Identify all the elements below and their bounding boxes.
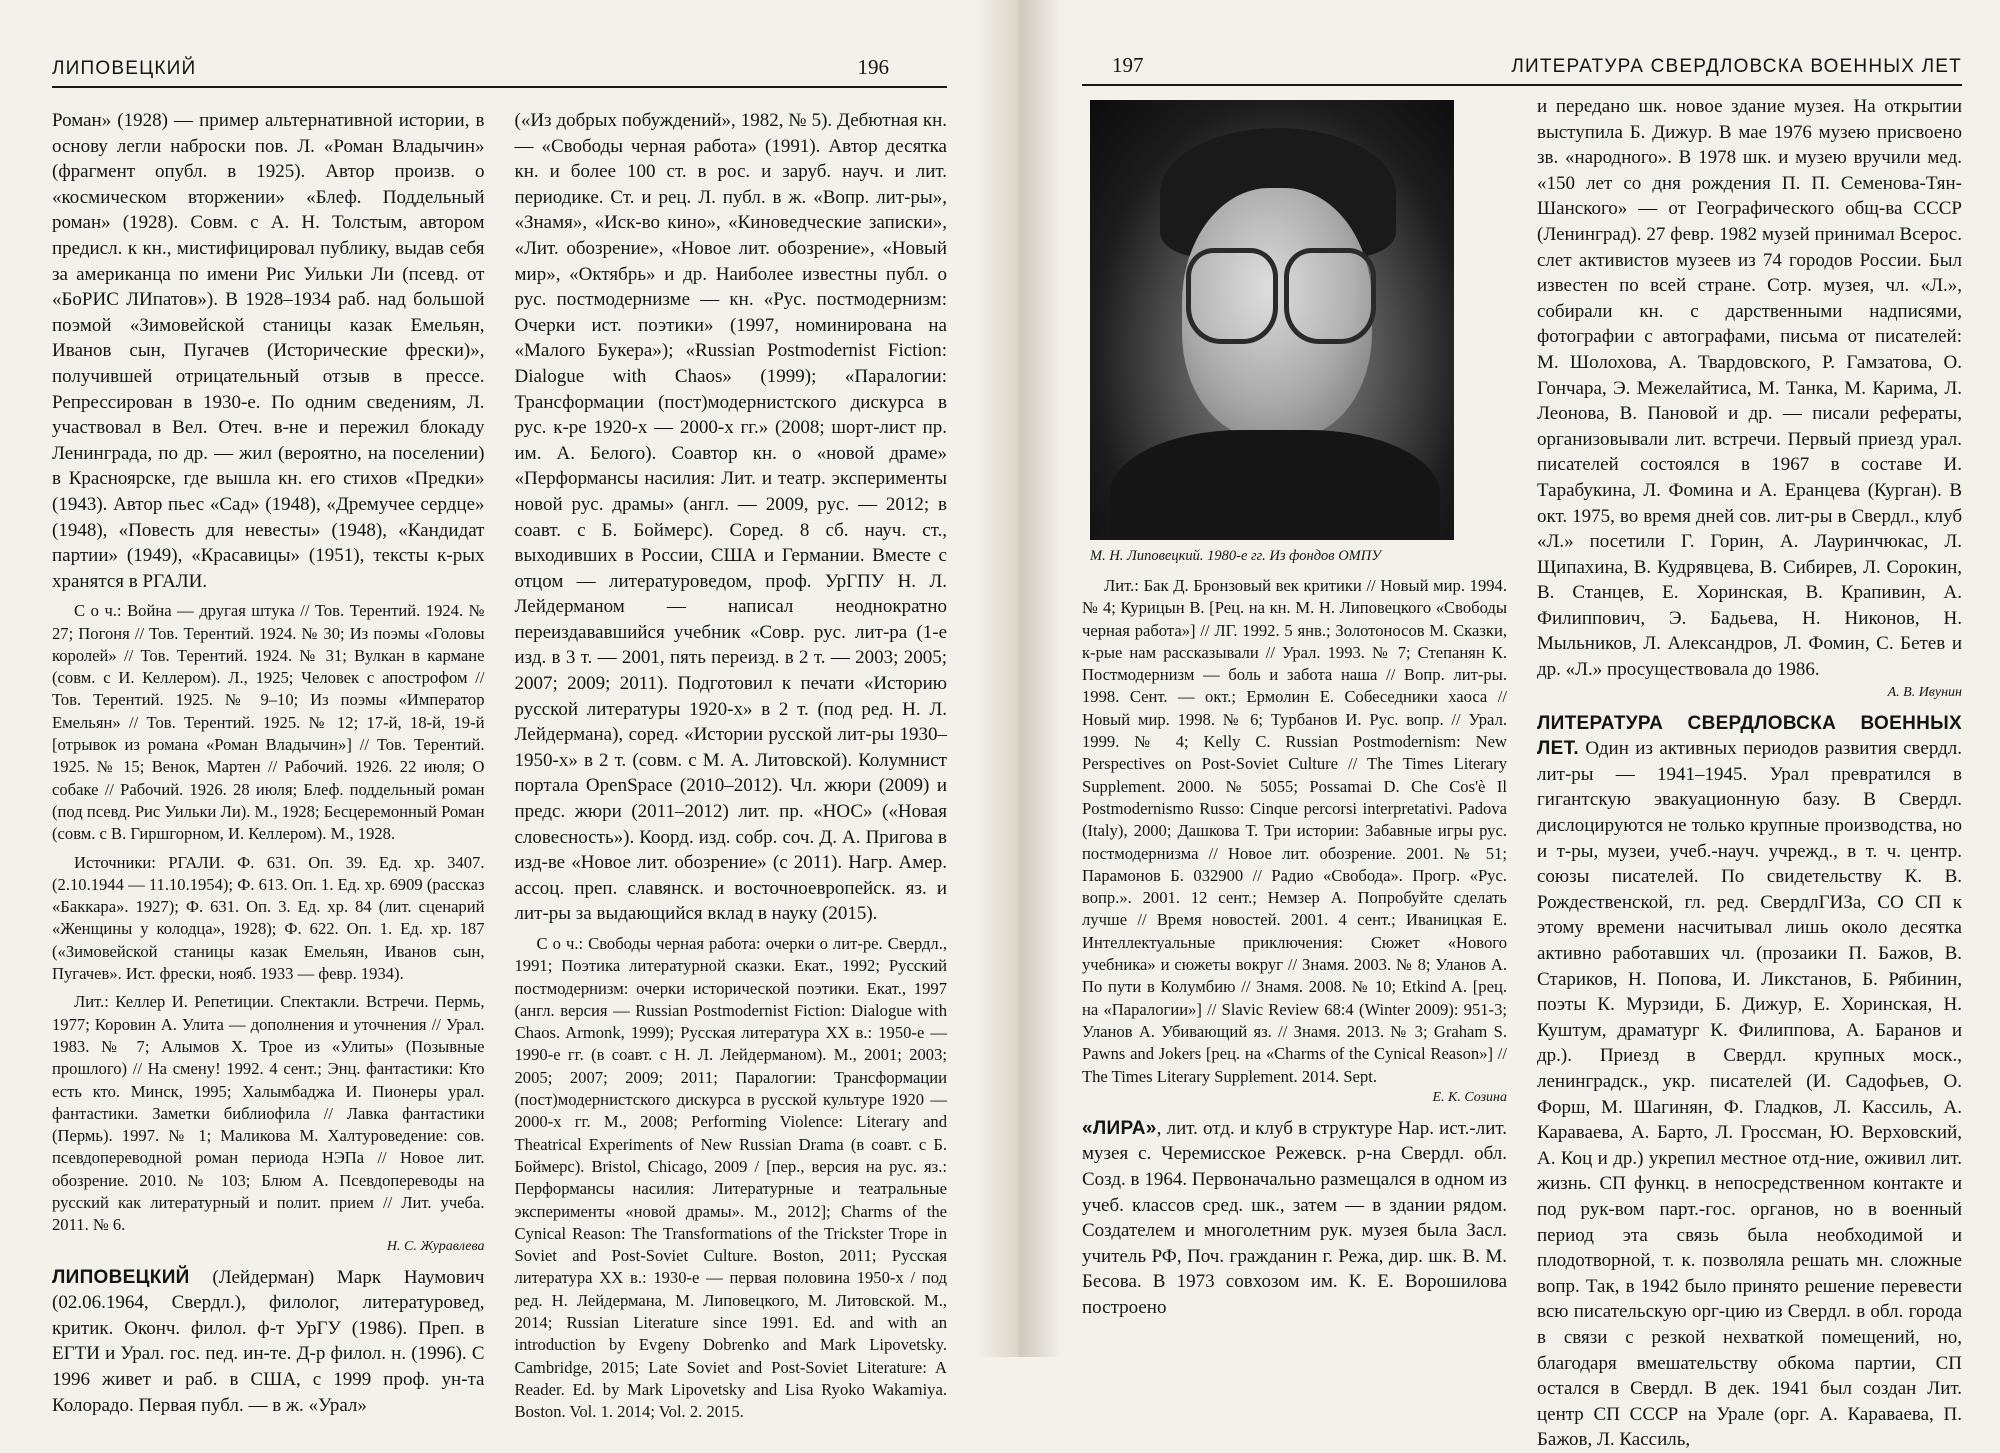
column-2	[1537, 94, 1962, 1453]
header-rule	[52, 86, 947, 88]
text-columns	[52, 108, 947, 1424]
paragraph: («Из добрых побуждений», 1982, № 5). Дебютная кн. — «Свободы черная работа» (1991). Автор десятка кн. и более 100 ст. в рос. и заруб. науч. и лит. периодике. Ст. и рец. Л. публ. в ж. «Вопр. лит-ры», «Знамя», «Иск-во кино», «Киноведческие записки», «Лит. обозрение», «Новое лит. обозрение», «Новый мир», «Октябрь» и др. Наиболее известны публ. о рус. постмодернизме — кн. «Рус. постмодернизм: Очерки ист. поэтики» (1997, номинирована на «Малого Букера»); «Russian Postmodernist Fiction: Dialogue with Chaos» (1999); «Паралогии: Трансформации (пост)модернистского дискурса в рус. к-ре 1920-х — 2000-х гг.» (2008; шорт-лист пр. им. А. Белого). Соавтор кн. о «новой драме» «Перформансы насилия: Лит. и театр. эксперименты новой рус. драмы» (англ. — 2009, рус. — 2012; в соавт. с Б. Боймерс). Соред. 8 сб. науч. ст., выходивших в России, США и Германии. Вместе с отцом — литературоведом, проф. УрГПУ Н. Л. Лейдерманом — написал неоднократно переиздававшийся учебник «Совр. рус. лит-ра (1-е изд. в 3 т. — 2001, пять переизд. в 2 т. — 2003; 2005; 2007; 2009; 2011). Подготовил к печати «Историю русской литературы 1920-х» в 2 т. (под ред. Н. Л. Лейдермана), соред. «Истории русской лит-ры 1930–1950-х» в 2 т. (совм. с М. А. Литовской). Колумнист портала OpenSpace (2010–2012). Чл. жюри (2009) и предс. жюри (2011–2012) лит. пр. «НОС» («Новая словесность»). Коорд. изд. собр. соч. Д. А. Пригова в изд-ве «Новое лит. обозрение» (с 2011). Нагр. Амер. ассоц. преп. славянск. и восточноевропейск. яз. и лит-ры за выдающийся вклад в науку (2015).	[514, 110, 947, 925]
paragraph: и передано шк. новое здание музея. На открытии выступила Б. Дижур. В мае 1976 музею присвоено зв. «народного». В 1978 шк. и музею вручили мед. «150 лет со дня рождения П. П. Семенова-Тян-Шанского» — от Географического общ-ва СССР (Ленинград). 27 февр. 1982 музей принимал Всерос. слет активистов музеев из 74 городов России. Был известен по всей стране. Сотр. музея, чл. «Л.», собирали кн. с дарственными надписями, фотографии с автографами, письма от писателей: М. Шолохова, А. Твардовского, Р. Гамзатова, О. Гончара, Э. Межелайтиса, М. Танка, М. Карима, Л. Леонова, В. Пановой и др. — писали рефераты, организовывали лит. встречи. Первый приезд урал. писателей состоялся в 1967 в составе И. Тарабукина, Л. Фомина и А. Еранцева (Курган). В окт. 1975, во время дней сов. лит-ры в Свердл., клуб «Л.» посетили Г. Горин, А. Лауринчюкас, Л. Щипахина, В. Кудрявцева, В. Сибирев, Л. Сорокин, В. Станцев, Е. Хоринская, В. Крапивин, А. Филиппович, Э. Бадьева, Н. Никонов, Н. Мыльников, Л. Александров, Л. Фомин, С. Бетев и др. «Л.» просуществовала до 1986.	[1537, 96, 1962, 681]
paragraph: Роман» (1928) — пример альтернативной истории, в основу легли наброски пов. Л. «Роман Владычин» (фрагмент опубл. в 1925). Автор произв. о «космическом вторжении» «Блеф. Поддельный роман» (1928). Совм. с А. Н. Толстым, автором предисл. к кн., мистифицировал публику, выдав себя за американца по имени Рис Уильки Ли (псевд. от «БоРИС ЛИпатов»). В 1928–1934 раб. над большой поэмой «Зимовейской станицы казак Емельян, Иванов сын, Пугачев (Исторические фрески)», получившей отрицательный отзыв в прессе. Репрессирован в 1930-е. По одним сведениям, Л. участвовал в Вел. Отеч. в-не и пережил блокаду Ленинграда, по др. — жил (вероятно, на поселении) в Красноярске, где вышла кн. его стихов «Предки» (1943). Автор пьес «Сад» (1948), «Дремучее сердце» (1948), «Повесть для невесты» (1948), «Кандидат партии» (1949), «Красавицы» (1951), тексты к-рых хранятся в РГАЛИ.	[52, 110, 485, 592]
photo-glasses-left	[1186, 248, 1278, 344]
works-list: С о ч.: Война — другая штука // Тов. Терентий. 1924. № 27; Погоня // Тов. Терентий. 1924. № 30; Из поэмы «Головы королей» // Тов. Терентий. 1924. № 31; Вулкан в кармане (совм. с И. Келлером). Л., 1925; Человек с апострофом // Тов. Терентий. 1925. № 9–10; Из поэмы «Император Емельян» // Тов. Терентий. 1925. № 12; 17-й, 18-й, 19-й [отрывок из романа «Роман Владычин»] // Тов. Терентий. 1925. № 15; Венок, Мартен // Рабочий. 1926. 22 июля; О собаке // Рабочий. 1926. 28 июля; Блеф. поддельный роман (под псевд. Рис Уильки Ли). М., 1928; Бесцеремонный Роман (совм. с В. Гиршгорном, И. Келлером). М., 1928.	[52, 601, 485, 844]
book-gutter	[975, 0, 1062, 1357]
entry-lipovetsky	[52, 1265, 485, 1419]
column-1	[52, 108, 485, 1424]
author-signature: А. В. Ивунин	[1887, 684, 1962, 700]
author-signature: Е. К. Созина	[1432, 1089, 1507, 1105]
works-list: С о ч.: Свободы черная работа: очерки о лит-ре. Свердл., 1991; Поэтика литературной сказки. Екат., 1992; Русский постмодернизм: очерки исторической поэтики. Екат., 1997 (англ. версия — Russian Postmodernist Fiction: Dialogue with Chaos. Armonk, 1999); Русская литература XX в.: 1950-е — 1990-е гг. (в соавт. с Н. Л. Лейдерманом). М., 2001; 2003; 2005; 2007; 2009; 2011; Паралогии: Трансформации (пост)модернистского дискурса в русской культуре 1920 — 2000-х гг. М., 2008; Performing Violence: Literary and Theatrical Experiments of New Russian Drama (в соавт. с Б. Боймерс). Bristol, Chicago, 2009 / [пер., версия на рус. яз.: Перформансы насилия: Литературные и театральные эксперименты «новой драмы». М., 2012]; Charms of the Cynical Reason: The Transformations of the Trickster Trope in Soviet and Post-Soviet Culture. Boston, 2011; Русская литература XX в.: 1930-е — первая половина 1950-х / под ред. Н. Лейдермана, М. Липовецкого, М. Литовской. М., 2014; Russian Literature since 1991. Ed. and with an introduction by Evgeny Dobrenko and Mark Lipovetsky. Cambridge, 2015; Late Soviet and Post-Soviet Literature: A Reader. Ed. by Mark Lipovetsky and Lisa Ryoko Wakamiya. Boston. Vol. 1. 2014; Vol. 2. 2015.	[514, 934, 947, 1422]
entry-literatura	[1537, 711, 1962, 1453]
literature-list: Лит.: Келлер И. Репетиции. Спектакли. Встречи. Пермь, 1977; Коровин А. Улита — дополнения и уточнения // Урал. 1983. № 7; Алымов Х. Трое из «Улиты» (Позывные прошлого) // На смену! 1992. 4 сент.; Энц. фантастики: Кто есть кто. Минск, 1995; Халымбаджа И. Пионеры урал. фантастики. Заметки библиофила // Лавка фантастики (Пермь). 1997. № 1; Маликова М. Халтуроведение: сов. псевдопереводной роман периода НЭПа // Новое лит. обозрение. 2010. № 103; Блюм А. Псевдопереводы на русский как литературный и полит. прием // Лит. учеба. 2011. № 6.	[52, 992, 485, 1235]
right-page	[1062, 0, 2000, 1451]
running-head	[52, 46, 947, 80]
entry-headword: «ЛИРА»	[1082, 1117, 1157, 1139]
entry-lira	[1082, 1116, 1507, 1321]
literature-list: Лит.: Бак Д. Бронзовый век критики // Новый мир. 1994. № 4; Курицын В. [Рец. на кн. М. Н. Липовецкого «Свободы черная работа»] // ЛГ. 1992. 5 янв.; Золотоносов М. Сказки, к-рые нам рассказывали // Урал. 1993. № 7; Степанян К. Постмодернизм — боль и забота наша // Вопр. лит-ры. 1998. Сент. — окт.; Ермолин Е. Собеседники хаоса // Новый мир. 1998. № 6; Турбанов И. Рус. вопр. // Урал. 1999. № 4; Kelly C. Russian Postmodernism: New Perspectives on Post-Soviet Culture // The Times Literary Supplement. 2000. № 5055; Possamai D. Che Cos'è Il Postmodernismo Russo: Cinque percorsi interpretativi. Padova (Italy), 2000; Дашкова Т. Три истории: Забавные игры рус. постмодернизма // Новое лит. обозрение. 2001. № 51; Парамонов Б. 032900 // Радио «Свобода». Прогр. «Рус. вопр.». 2001. 12 сент.; Немзер А. Попробуйте сделать лучше // Время новостей. 2001. 4 сент.; Иваницкая Е. Интеллектуальные приключения: Сюжет «Нового учебника» и сюжеты вокруг // Знамя. 2003. № 8; Уланов А. По пути в Колумбию // Знамя. 2008. № 10; Etkind A. [рец. на «Паралогии»] // Slavic Review 68:4 (Winter 2009): 951-3; Уланов А. Убивающий яз. // Знамя. 2013. № 3; Graham S. Pawns and Jokers [рец. на «Charms of the Cynical Reason»] // The Times Literary Supplement. 2014. Sept.	[1082, 576, 1507, 1086]
page-number: 196	[857, 55, 889, 79]
column-1	[1082, 94, 1507, 1453]
entry-headword: ЛИПОВЕЦКИЙ	[52, 1266, 190, 1288]
running-title: ЛИПОВЕЦКИЙ	[52, 58, 197, 79]
entry-headword: ЛИТЕРАТУРА СВЕРДЛОВСКА ВОЕННЫХ ЛЕТ.	[1537, 712, 1962, 760]
running-head	[1082, 44, 1962, 78]
photo-body	[1110, 430, 1440, 540]
page-number: 197	[1112, 53, 1144, 77]
running-title: ЛИТЕРАТУРА СВЕРДЛОВСКА ВОЕННЫХ ЛЕТ	[1511, 56, 1962, 77]
author-signature: Н. С. Журавлева	[386, 1238, 485, 1254]
left-page	[0, 0, 975, 1422]
portrait-photo	[1090, 100, 1454, 540]
column-2	[515, 108, 948, 1424]
entry-text: (Лейдерман) Марк Наумович (02.06.1964, Свердл.), филолог, литературовед, критик. Оконч. филол. ф-т УрГУ (1986). Преп. в ЕГТИ и Урал. гос. пед. ин-те. Д-р филол. н. (1996). С 1996 живет и раб. в США, с 1999 проф. ун-та Колорадо. Первая публ. — в ж. «Урал»	[52, 1266, 485, 1416]
entry-text: , лит. отд. и клуб в структуре Нар. ист.-лит. музея с. Черемисское Режевск. р-на Свердл. обл. Созд. в 1964. Первоначально размещался в одном из учеб. классов сред. шк., затем — в здании рядом. Создателем и многолетним рук. музея была Засл. учитель РФ, Поч. гражданин г. Режа, дир. шк. В. М. Бесова. В 1973 совхозом им. К. Е. Ворошилова построено	[1082, 1117, 1507, 1318]
text-columns	[1082, 94, 1962, 1453]
header-rule	[1082, 84, 1962, 86]
photo-glasses-right	[1284, 248, 1376, 344]
sources-list: Источники: РГАЛИ. Ф. 631. Оп. 39. Ед. хр. 3407. (2.10.1944 — 11.10.1954); Ф. 613. Оп. 1. Ед. хр. 6909 (рассказ «Баккара». 1927); Ф. 631. Оп. 3. Ед. хр. 84 (лит. сценарий «Женщины у колодца», 1928); Ф. 622. Оп. 1. Ед. хр. 187 («Зимовейской станицы казак Емельян, Иванов сын, Пугачев». Ист. фрески, нояб. 1933 — февр. 1934).	[52, 852, 485, 984]
entry-text: Один из активных периодов развития свердл. лит-ры — 1941–1945. Урал превратился в гигантскую эвакуационную базу. В Свердл. дислоцируются не только крупные производства, но и т-ры, музеи, учеб.-науч. учрежд., в т. ч. центр. союзы писателей. По свидетельству К. В. Рождественской, гл. ред. СвердлГИЗа, СО СП к этому времени насчитывал лишь около десятка активно работавших чл. (прозаики П. Бажов, В. Стариков, Н. Попова, И. Ликстанов, Б. Рябинин, поэты К. Мурзиди, Б. Дижур, Е. Хоринская, Н. Куштум, драматург К. Филиппова, А. Баранов и др.). Приезд в Свердл. крупных моск., ленинградск., укр. писателей (И. Садофьев, О. Форш, М. Шагинян, Ф. Гладков, Л. Кассиль, А. Караваева, А. Барто, Л. Гроссман, Ю. Верховский, А. Коц и др.) укрепил местное отд-ние, оживил лит. жизнь. СП функц. в непосредственном контакте и под рук-вом парт.-гос. органов, но в военный период эта связь была необходимой и плодотворной, т. к. позволяла решать мн. сложные вопр. Так, в 1942 было принято решение перевести всю писательскую орг-цию из Свердл. в обл. города в связи с резкой нехваткой помещений, но, благодаря вмешательству обкома партии, СП остался в Свердл. В дек. 1941 был создан Лит. центр СП СССР на Урале (орг. А. Караваева, П. Бажов, Л. Кассиль,	[1537, 738, 1962, 1451]
photo-caption: М. Н. Липовецкий. 1980-е гг. Из фондов ОМПУ	[1090, 548, 1381, 564]
